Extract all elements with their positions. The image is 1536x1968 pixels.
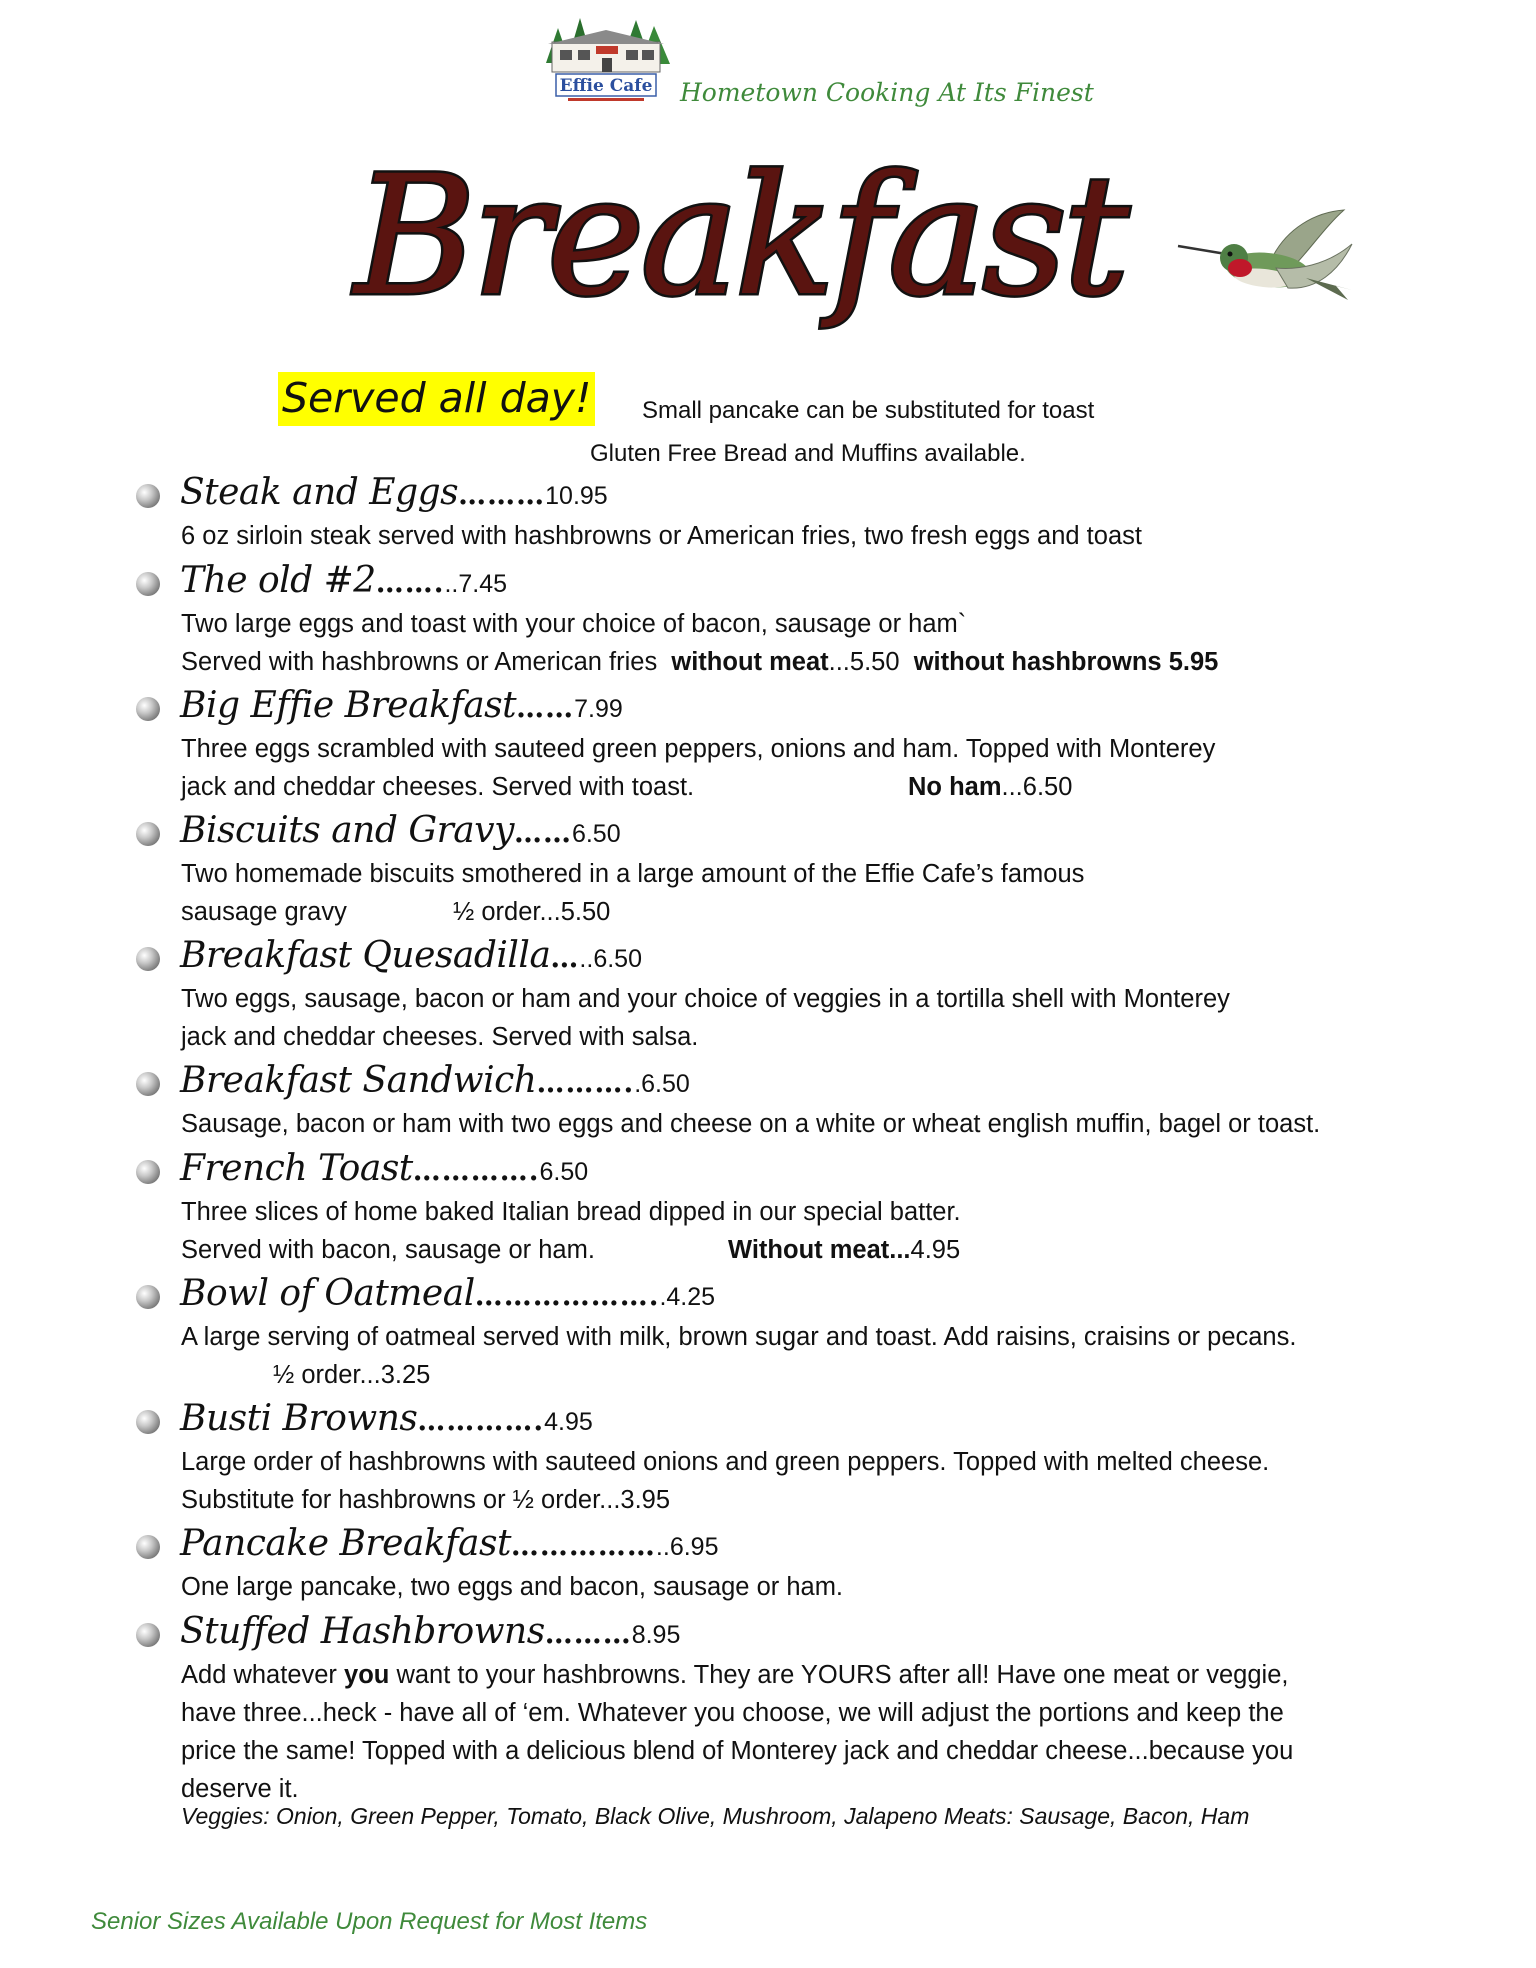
bullet-icon bbox=[136, 1535, 160, 1559]
item-description bbox=[181, 1568, 1431, 1606]
description-line: Three slices of home baked Italian bread dipped in our special batter. bbox=[181, 1198, 961, 1226]
logo-text: Effie Cafe bbox=[559, 76, 653, 96]
item-name: Steak and Eggs bbox=[180, 472, 459, 513]
item-name: Busti Browns bbox=[180, 1398, 418, 1439]
description-line: Add whatever you want to your hashbrowns. They are YOURS after all! Have one meat or veggie, bbox=[181, 1661, 1289, 1689]
item-price: 10.95 bbox=[545, 482, 608, 510]
item-price: .6.50 bbox=[634, 1070, 690, 1098]
item-name: Bowl of Oatmeal bbox=[180, 1273, 475, 1314]
bullet-icon bbox=[136, 1410, 160, 1434]
item-leader-dots: …………. bbox=[412, 1154, 540, 1187]
description-line: Two large eggs and toast with your choice of bacon, sausage or ham` bbox=[181, 610, 967, 638]
item-leader-dots: ……. bbox=[375, 566, 445, 599]
veggies-meats-options: Veggies: Onion, Green Pepper, Tomato, Black Olive, Mushroom, Jalapeno Meats: Sausage, Bacon, Ham bbox=[181, 1803, 1250, 1829]
description-line: Three eggs scrambled with sauteed green peppers, onions and ham. Topped with Monterey bbox=[181, 735, 1216, 763]
item-leader-dots: ……… bbox=[544, 1617, 632, 1650]
option-price: ...6.50 bbox=[1001, 773, 1073, 801]
item-leader-dots: …………. bbox=[417, 1404, 545, 1437]
item-name: Pancake Breakfast bbox=[180, 1523, 511, 1564]
item-leader-dots: ……… bbox=[458, 478, 546, 511]
description-line: sausage gravy ½ order...5.50 bbox=[181, 893, 1431, 931]
bullet-icon bbox=[136, 697, 160, 721]
option-label: without meat bbox=[671, 648, 829, 676]
option-label: No ham bbox=[908, 773, 1002, 801]
description-line: have three...heck - have all of ‘em. Whatever you choose, we will adjust the portions and keep the bbox=[181, 1699, 1284, 1727]
description-line: jack and cheddar cheeses. Served with toast. No ham...6.50 bbox=[181, 773, 1073, 801]
option-price: 4.95 bbox=[910, 1236, 961, 1264]
senior-sizes-footer: Senior Sizes Available Upon Request for Most Items bbox=[91, 1908, 648, 1935]
bullet-icon bbox=[136, 572, 160, 596]
description-line: A large serving of oatmeal served with milk, brown sugar and toast. Add raisins, craisins or pecans. bbox=[181, 1323, 1297, 1351]
description-line: Sausage, bacon or ham with two eggs and cheese on a white or wheat english muffin, bagel or toast. bbox=[181, 1110, 1321, 1138]
item-leader-dots: ………………. bbox=[474, 1279, 660, 1312]
item-price: ..7.45 bbox=[444, 570, 508, 598]
item-description bbox=[181, 517, 1431, 555]
item-name: French Toast bbox=[180, 1148, 413, 1189]
item-description bbox=[181, 1105, 1431, 1143]
description-line: ½ order...3.25 bbox=[273, 1361, 431, 1389]
item-leader-dots: ………. bbox=[536, 1066, 635, 1099]
description-line: Two homemade biscuits smothered in a large amount of the Effie Cafe’s famous bbox=[181, 860, 1085, 888]
option-label: without hashbrowns 5.95 bbox=[913, 648, 1219, 676]
bullet-icon bbox=[136, 822, 160, 846]
item-description bbox=[181, 605, 1431, 681]
item-leader-dots: … bbox=[550, 941, 580, 974]
item-description bbox=[181, 1193, 1431, 1269]
item-description bbox=[181, 980, 1431, 1056]
description-line: Served with hashbrowns or American fries without meat...5.50 without hashbrowns 5.95 bbox=[181, 648, 1219, 676]
option-price: ...5.50 bbox=[828, 648, 900, 676]
item-description bbox=[181, 730, 1431, 806]
description-line: Served with bacon, sausage or ham. Without meat...4.95 bbox=[181, 1236, 961, 1264]
item-price: 4.95 bbox=[544, 1408, 593, 1436]
pancake-substitute-note: Small pancake can be substituted for toast bbox=[642, 397, 1095, 424]
item-leader-dots: …… bbox=[516, 691, 575, 724]
bullet-icon bbox=[136, 1160, 160, 1184]
item-name: Big Effie Breakfast bbox=[180, 685, 517, 726]
item-price: .4.25 bbox=[659, 1283, 716, 1311]
item-description bbox=[181, 1318, 1431, 1394]
served-all-day-highlight: Served all day! bbox=[278, 372, 595, 426]
title-text: Breakfast bbox=[354, 140, 1126, 332]
item-price: 6.50 bbox=[539, 1158, 589, 1186]
description-line: 6 oz sirloin steak served with hashbrowns or American fries, two fresh eggs and toast bbox=[181, 522, 1142, 550]
bullet-icon bbox=[136, 1623, 160, 1647]
description-line: deserve it. bbox=[181, 1775, 299, 1803]
description-line: jack and cheddar cheeses. Served with salsa. bbox=[181, 1023, 699, 1051]
half-order-price: ½ order...5.50 bbox=[453, 898, 611, 926]
item-price: ..6.50 bbox=[579, 945, 642, 973]
item-leader-dots: …………… bbox=[510, 1529, 656, 1562]
bullet-icon bbox=[136, 1072, 160, 1096]
description-line: Substitute for hashbrowns or ½ order...3.95 bbox=[181, 1486, 671, 1514]
description-line: One large pancake, two eggs and bacon, sausage or ham. bbox=[181, 1573, 844, 1601]
item-description bbox=[181, 1443, 1431, 1519]
item-price: 7.99 bbox=[574, 695, 623, 723]
item-description bbox=[181, 855, 1431, 931]
bullet-icon bbox=[136, 947, 160, 971]
option-label: Without meat... bbox=[728, 1236, 911, 1264]
item-description bbox=[181, 1656, 1431, 1808]
item-leader-dots: …… bbox=[513, 816, 572, 849]
gluten-free-note: Gluten Free Bread and Muffins available. bbox=[590, 440, 1026, 467]
item-name: Stuffed Hashbrowns bbox=[180, 1611, 545, 1652]
item-name: Breakfast Quesadilla bbox=[180, 935, 551, 976]
description-line: price the same! Topped with a delicious blend of Monterey jack and cheddar cheese...because you bbox=[181, 1737, 1294, 1765]
tagline: Hometown Cooking At Its Finest bbox=[680, 78, 1094, 107]
description-line: Large order of hashbrowns with sauteed onions and green peppers. Topped with melted cheese. bbox=[181, 1448, 1270, 1476]
bullet-icon bbox=[136, 484, 160, 508]
item-price: 8.95 bbox=[631, 1621, 681, 1649]
item-price: 6.50 bbox=[571, 820, 621, 848]
item-name: Breakfast Sandwich bbox=[180, 1060, 537, 1101]
bullet-icon bbox=[136, 1285, 160, 1309]
item-name: The old #2 bbox=[180, 560, 376, 601]
item-price: ..6.95 bbox=[655, 1533, 719, 1561]
description-line: Two eggs, sausage, bacon or ham and your choice of veggies in a tortilla shell with Monterey bbox=[181, 985, 1230, 1013]
item-name: Biscuits and Gravy bbox=[180, 810, 514, 851]
